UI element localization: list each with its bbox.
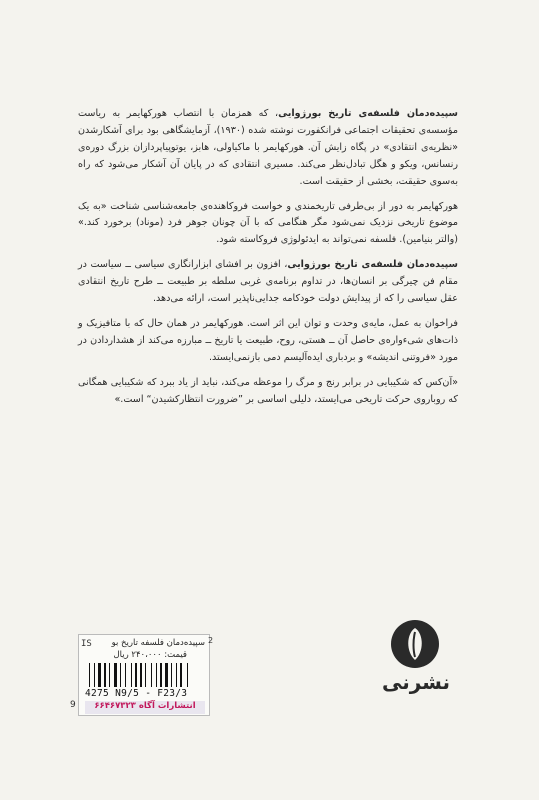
- paragraph-5: [78, 375, 458, 409]
- sticker-title: سپیده‌دمان فلسفه تاریخ بو: [111, 638, 205, 648]
- barcode-stripe: [104, 663, 106, 687]
- paragraph-4-text: فراخوان به عمل، مایه‌ی وحدت و توان این اثر است. هورکهایمر در همان حال که با متافیزیک و ذات‌های شیء‌واره‌ی حاصل آن ــ هستی، روح، طبیعت یا تاریخ ــ مبارزه می‌کند از هشداردادن در مورد «فروتنی اندیشه» و بردباری ایده‌آلیسم دمی بازنمی‌ایستد.: [78, 317, 458, 363]
- barcode-stripe: [131, 663, 132, 687]
- barcode-stripe: [120, 663, 121, 687]
- barcode-stripe: [156, 663, 157, 687]
- barcode-stripe: [114, 663, 117, 687]
- barcode-stripe: [171, 663, 172, 687]
- barcode-stripe: [89, 663, 90, 687]
- barcode-stripe: [145, 663, 146, 687]
- barcode: [89, 663, 201, 687]
- paragraph-1: [78, 106, 458, 191]
- barcode-area: [70, 634, 214, 716]
- publisher-name: نشرنی: [381, 670, 451, 694]
- barcode-stripe: [125, 663, 126, 687]
- barcode-stripe: [165, 663, 168, 687]
- barcode-stripe: [160, 663, 162, 687]
- paragraph-3: [78, 257, 458, 308]
- barcode-stripe: [151, 663, 152, 687]
- price-sticker: [78, 634, 210, 716]
- sticker-price: قیمت: ۲۴۰،۰۰۰ ریال: [113, 650, 187, 660]
- paragraph-5-text: «آن‌کس که شکیبایی در برابر رنج و مرگ را موعظه می‌کند، نباید از یاد ببرد که شکیبایی همگانی که روباروی حرکت تاریخی می‌ایستد، دلیلی اساسی بر ”ضرورت انتظارکشیدن“ است.»: [78, 376, 458, 405]
- paragraph-2-text: هورکهایمر به دور از بی‌طرفی تاریخمندی و خواست فروکاهنده‌ی جامعه‌شناسی شناخت «به یک موضوع تاریخی نزدیک نمی‌شود مگر هنگامی که با آن چونان جوهر فرد (موناد) برخورد کند.» (والتر بنیامین). فلسفه نمی‌تواند به ایدئولوژی فروکاسته شود.: [78, 200, 458, 246]
- paragraph-4: [78, 316, 458, 367]
- isbn-digit-nine: 9: [70, 700, 76, 710]
- store-name: انتشارات آگاه ۶۶۴۶۷۳۲۳: [85, 701, 205, 714]
- barcode-stripe: [140, 663, 142, 687]
- isbn-digit-two: 2: [208, 636, 214, 645]
- barcode-stripe: [180, 663, 182, 687]
- stock-code: 4275 N9/5 - F23/3: [85, 688, 188, 699]
- isbn-label: IS: [81, 639, 92, 649]
- barcode-stripe: [176, 663, 177, 687]
- paragraph-3-text: ، افزون بر افشای ابزارانگاری سیاسی ــ سیاست در مقام فن چیرگی بر انسان‌ها، در تداوم برنامه‌ی غربی سلطه بر طبیعت ــ طرح تاریخ انتقادی عقل سیاسی را که از پیدایش دولت خودکامه جدایی‌ناپذیر است، ارائه می‌دهد.: [78, 259, 458, 305]
- barcode-stripe: [135, 663, 137, 687]
- paragraph-2: [78, 199, 458, 250]
- barcode-stripe: [187, 663, 188, 687]
- blurb-text: [78, 106, 458, 417]
- barcode-stripe: [109, 663, 110, 687]
- nashr-ney-seed-logo-icon: [391, 620, 439, 668]
- barcode-stripe: [94, 663, 95, 687]
- barcode-stripe: [98, 663, 101, 687]
- book-title-lead-3: سپیده‌دمان فلسفه‌ی تاریخ بورژوایی: [287, 259, 458, 271]
- paragraph-1-text: ، که همزمان با انتصاب هورکهایمر به ریاست مؤسسه‌ی تحقیقات اجتماعی فرانکفورت نوشته شده (۱۹۳۰)، آزمایشگاهی بود برای آشکارشدن «نظریه‌ی انتقادی» در پگاه زایش آن. هورکهایمر با ماکیاولی، هابز، یوتوپیاپردازان بزرگ دوره‌ی رنسانس، ویکو و هگل تبادل‌نظر می‌کند. مسیری انتقادی که در پایان آن آشکار می‌شود که راه به‌سوی حقیقت، بخشی از حقیقت است.: [78, 108, 458, 187]
- book-title-lead-1: سپیده‌دمان فلسفه‌ی تاریخ بورژوایی: [278, 108, 458, 119]
